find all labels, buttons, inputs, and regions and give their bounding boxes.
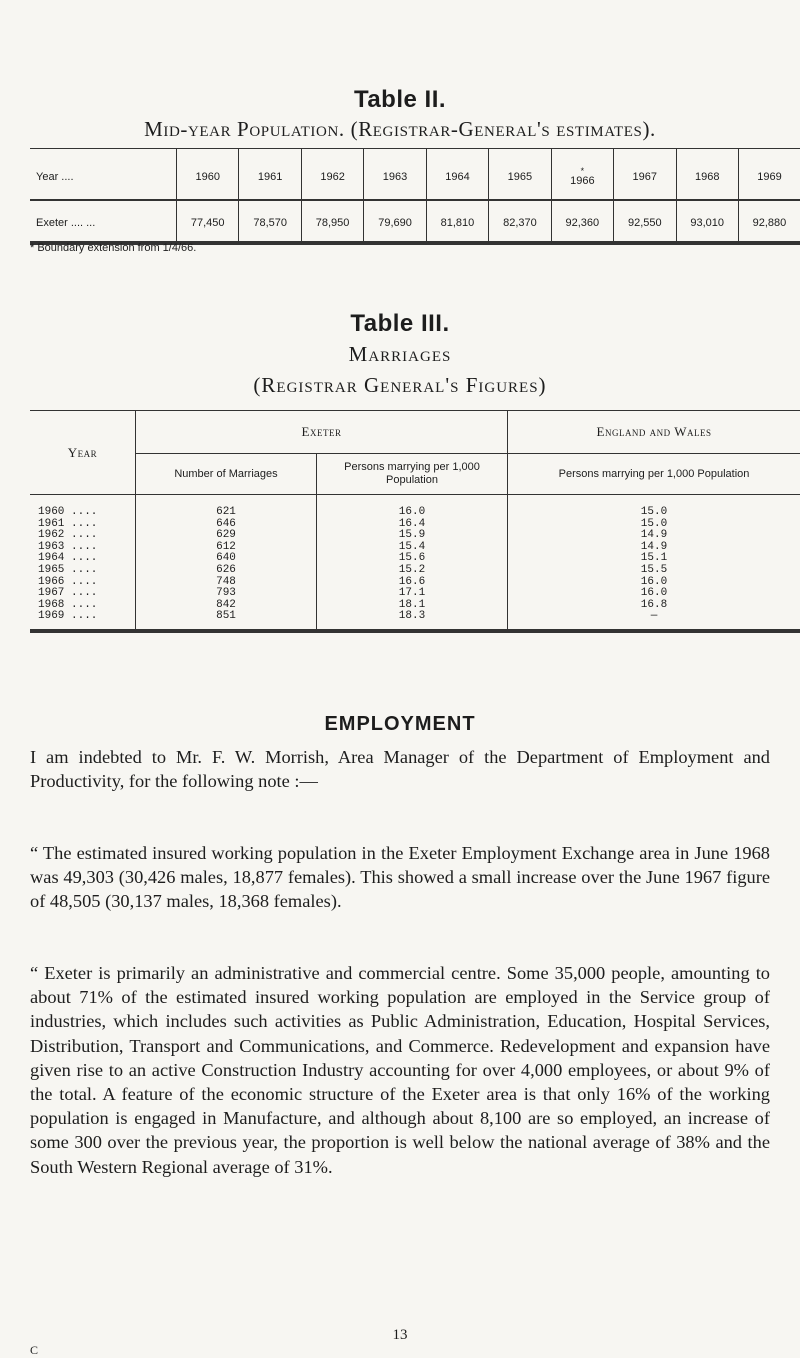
table3-title: Marriages [348,342,452,366]
table3-heading: Table III. [350,310,450,337]
year-1969: 1969 [738,149,800,201]
england-marriage-rate: 16.0 [508,577,800,589]
page-number: 13 [392,1327,408,1343]
year-1962: 1962 [301,149,363,201]
population-1964: 81,810 [426,200,488,243]
employment-quote-paragraph-1: “ The estimated insured working population in the Exeter Employment Exchange area in June 1968 was 49,303 (30,426 males, 18,877 females). This showed a small increase over the June 1967 figure of 48,505 (30,137 males, 18,368 females). [30,843,770,912]
exeter-marriage-rate: 18.1 [317,600,508,612]
marriages-row [30,588,800,600]
marriages-row [30,611,800,631]
population-1961: 78,570 [239,200,301,243]
table3-source: (Registrar General's Figures) [253,373,547,397]
employment-heading: EMPLOYMENT [324,713,476,735]
year-1966-cell [551,149,613,201]
england-marriage-rate: 16.0 [508,588,800,600]
exeter-population-row [30,200,800,243]
population-1968: 93,010 [676,200,738,243]
year-1963: 1963 [364,149,426,201]
marriage-year: 1964 .... [38,552,98,565]
england-marriage-rate: — [508,611,800,631]
marriage-year: 1967 .... [38,587,98,600]
table2-heading: Table II. [353,86,447,113]
population-1969: 92,880 [738,200,800,243]
exeter-marriage-rate: 15.9 [317,530,508,542]
england-marriage-rate: 16.8 [508,600,800,612]
england-marriage-rate: 15.1 [508,553,800,565]
marriage-count: 842 [136,600,317,612]
population-1966: 92,360 [551,200,613,243]
marriage-year: 1965 .... [38,563,98,576]
marriages-group-header-row [30,411,800,454]
marriage-count: 851 [136,611,317,631]
population-1960: 77,450 [177,200,239,243]
exeter-group-header: Exeter [136,411,508,454]
exeter-marriage-rate: 17.1 [317,588,508,600]
exeter-marriage-rate: 18.3 [317,611,508,631]
year-1964: 1964 [426,149,488,201]
population-table [30,148,800,245]
marriage-count: 626 [136,565,317,577]
england-marriage-rate: 15.0 [508,507,800,519]
marriage-count: 621 [136,507,317,519]
population-1967: 92,550 [614,200,676,243]
marriage-year: 1960 .... [38,506,98,518]
marriage-year: 1969 .... [30,611,136,631]
population-1965: 82,370 [489,200,551,243]
exeter-marriage-rate: 15.4 [317,542,508,554]
year-1968: 1968 [676,149,738,201]
marriages-row [30,507,800,519]
population-table-header-row [30,149,800,201]
population-1963: 79,690 [364,200,426,243]
marriage-count: 612 [136,542,317,554]
exeter-rate-header: Persons marrying per 1,000 Population [317,454,508,495]
england-marriage-rate: 15.5 [508,565,800,577]
marriage-year: 1966 .... [38,575,98,588]
population-footnote: * Boundary extension from 1/4/66. [30,242,197,254]
marriage-year: 1963 .... [38,540,98,553]
number-of-marriages-header: Number of Marriages [136,454,317,495]
england-rate-header: Persons marrying per 1,000 Population [508,454,800,495]
year-1961: 1961 [239,149,301,201]
marriage-count: 646 [136,519,317,531]
year-column-header: Year [30,411,136,495]
year-1960: 1960 [177,149,239,201]
exeter-marriage-rate: 16.4 [317,519,508,531]
year-1967: 1967 [614,149,676,201]
year-1966: 1966 [570,175,595,187]
marriages-table-body [30,495,800,631]
exeter-marriage-rate: 15.6 [317,553,508,565]
year-label: Year .... [30,149,177,201]
marriage-count: 629 [136,530,317,542]
marriage-year: 1968 .... [38,598,98,611]
exeter-marriage-rate: 15.2 [317,565,508,577]
marriage-year: 1961 .... [38,517,98,530]
exeter-marriage-rate: 16.0 [317,507,508,519]
marriage-count: 748 [136,577,317,589]
marriages-row [30,565,800,577]
marriage-year: 1962 .... [38,529,98,542]
england-wales-group-header: England and Wales [508,411,800,454]
exeter-row-label: Exeter .... ... [30,200,177,243]
england-marriage-rate: 15.0 [508,519,800,531]
signature-mark: C [30,1343,39,1357]
population-1962: 78,950 [301,200,363,243]
marriages-table [30,410,800,633]
table2-subtitle: Mid-year Population. (Registrar-General's estimates). [144,117,656,141]
england-marriage-rate: 14.9 [508,542,800,554]
exeter-marriage-rate: 16.6 [317,577,508,589]
england-marriage-rate: 14.9 [508,530,800,542]
employment-quote-paragraph-2: “ Exeter is primarily an administrative and commercial centre. Some 35,000 people, amounting to about 71% of the estimated insured working population are employed in the Service group of industries, which includes such activities as Public Administration, Education, Hospital Services, Distribution, Transport and Communications, and Commerce. Redevelopment and expansion have given rise to an active Construction Industry accounting for over 4,000 employees, or about 9% of the total. A feature of the economic structure of the Exeter area is that only 16% of the working population is engaged in Manufacture, and although about 8,100 are so employed, an increase of some 300 over the previous year, the proportion is well below the national average of 38% and the South Western Regional average of 31%. [30,963,770,1177]
employment-intro-paragraph: I am indebted to Mr. F. W. Morrish, Area Manager of the Department of Employment and Productivity, for the following note :— [30,747,770,792]
boundary-marker: * [580,166,585,176]
marriage-count: 640 [136,553,317,565]
year-1965: 1965 [489,149,551,201]
marriage-count: 793 [136,588,317,600]
marriages-sub-header-row [30,454,800,495]
